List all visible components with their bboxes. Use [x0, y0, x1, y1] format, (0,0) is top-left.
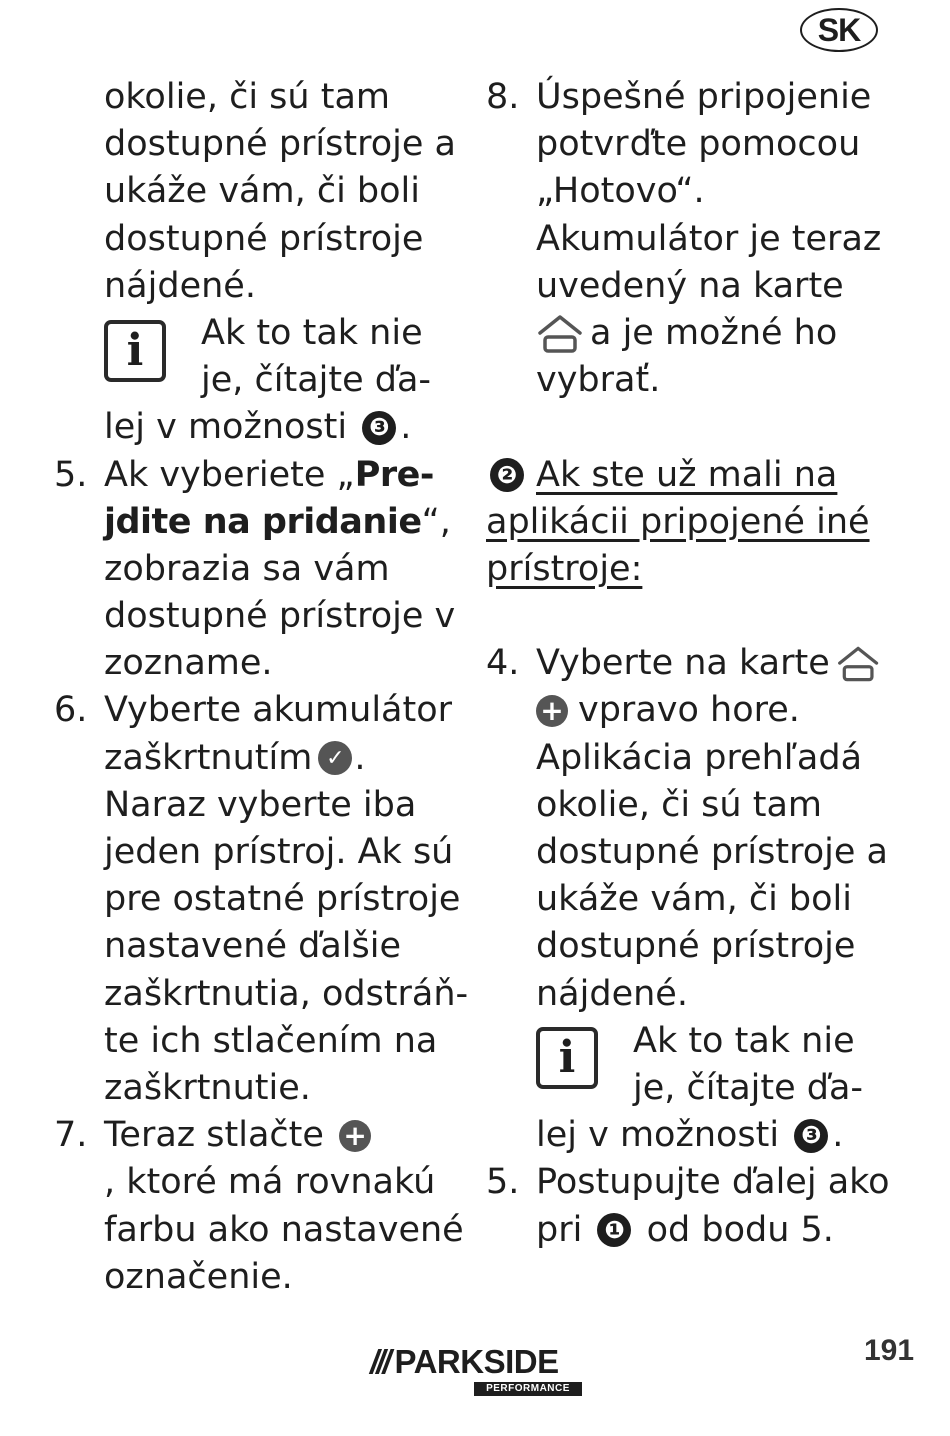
text-line — [486, 687, 886, 734]
step-text: vpravo hore. — [578, 690, 800, 731]
heading-text: aplikácii pripojené iné — [486, 501, 870, 542]
section-2-heading — [486, 499, 886, 546]
note-line: Ak to tak nie — [201, 312, 423, 353]
step-8 — [486, 74, 886, 121]
house-icon — [536, 313, 584, 355]
text-line: okolie, či sú tam — [536, 784, 822, 825]
step-5 — [486, 1159, 890, 1206]
step-number: 8. — [486, 77, 520, 117]
option-1-icon: ❶ — [597, 1213, 631, 1247]
text-line: pre ostatné prístroje — [104, 879, 461, 920]
text-line: dostupné prístroje — [536, 926, 856, 967]
logo-brand: PARKSIDE — [394, 1343, 559, 1380]
right-column — [486, 74, 890, 1254]
heading-text: prístroje: — [486, 548, 643, 589]
step-5 — [54, 452, 454, 499]
parkside-logo — [370, 1344, 584, 1400]
option-2-icon: ❷ — [490, 458, 524, 492]
option-3-icon: ❸ — [362, 411, 396, 445]
text-line: , ktoré má rovnakú — [104, 1162, 436, 1203]
note-line: Ak to tak nie — [633, 1020, 855, 1061]
step-text: Úspešné pripojenie — [536, 77, 872, 117]
note-text: lej v možnosti — [104, 407, 348, 448]
step-text: od bodu 5. — [646, 1209, 834, 1250]
step-7 — [54, 1112, 454, 1159]
step-text: Ak vyberiete „ — [104, 454, 355, 495]
punctuation: . — [832, 1115, 844, 1156]
text-line: zozname. — [104, 643, 273, 684]
text-line: potvrďte pomocou — [536, 124, 861, 165]
info-icon: i — [536, 1027, 598, 1089]
left-column — [54, 74, 469, 1301]
step-number: 4. — [486, 643, 520, 684]
text-line: ukáže vám, či boli — [536, 879, 852, 920]
step-text: a je možné ho — [590, 312, 838, 353]
step-4 — [486, 640, 886, 687]
bold-term: jdite na pridanie — [104, 501, 422, 542]
note-line: je, čítajte ďa- — [201, 360, 432, 401]
section-2-heading — [486, 452, 886, 499]
text-line — [486, 1207, 886, 1254]
note-line: je, čítajte ďa- — [633, 1067, 864, 1108]
note-text: lej v možnosti — [536, 1115, 780, 1156]
note-line — [54, 404, 454, 451]
text-line: te ich stlačením na — [104, 1020, 438, 1061]
text-line: zobrazia sa vám — [104, 548, 390, 589]
note-line — [486, 1112, 886, 1159]
text-line: dostupné prístroje v — [104, 596, 456, 637]
step-text: Vyberte na karte — [536, 643, 830, 684]
logo-slashes: /// — [370, 1343, 389, 1380]
text-line: dostupné prístroje a — [536, 832, 888, 872]
text-line: jeden prístroj. Ak sú — [104, 832, 454, 872]
text-line: zaškrtnutia, odstráň- — [104, 973, 469, 1014]
text-line: okolie, či sú tam — [104, 77, 390, 117]
text-line: Naraz vyberte iba — [104, 784, 417, 825]
step-text: zaškrtnutím — [104, 737, 313, 778]
house-icon — [836, 643, 880, 685]
text-line: nájdené. — [536, 973, 688, 1014]
text-line: „Hotovo“. — [536, 171, 705, 212]
text-line — [54, 499, 454, 546]
step-text: Postupujte ďalej ako — [536, 1162, 890, 1203]
plus-icon: + — [536, 695, 568, 727]
text-line: nastavené ďalšie — [104, 926, 402, 967]
page-number: 191 — [864, 1334, 915, 1367]
step-text: pri — [536, 1209, 583, 1250]
text-line — [54, 735, 454, 782]
step-6 — [54, 687, 454, 734]
heading-text: Ak ste už mali na — [536, 454, 838, 495]
step-number: 7. — [54, 1115, 88, 1156]
step-text: Vyberte akumulátor — [104, 690, 453, 731]
text-line: Aplikácia prehľadá — [536, 737, 863, 778]
section-2-heading — [486, 546, 886, 593]
text-line: Akumulátor je teraz — [536, 218, 882, 259]
logo-wordmark — [370, 1344, 584, 1380]
text-line — [486, 310, 886, 357]
text-line: zaškrtnutie. — [104, 1067, 311, 1108]
text-line: vybrať. — [536, 360, 661, 401]
info-icon: i — [104, 320, 166, 382]
step-number: 5. — [486, 1162, 520, 1203]
text-line: ukáže vám, či boli — [104, 171, 420, 212]
logo-subline: PERFORMANCE — [474, 1382, 582, 1396]
step-text: Teraz stlačte — [104, 1115, 324, 1156]
step-number: 5. — [54, 454, 88, 495]
text-line: dostupné prístroje a — [104, 124, 456, 165]
plus-icon: + — [339, 1120, 371, 1152]
punctuation: . — [400, 407, 412, 448]
checkmark-icon: ✓ — [318, 741, 352, 775]
punctuation: . — [354, 737, 366, 778]
step-number: 6. — [54, 690, 88, 731]
text-line: dostupné prístroje — [104, 218, 424, 259]
option-3-icon: ❸ — [794, 1119, 828, 1153]
text-line: farbu ako nastavené — [104, 1209, 464, 1250]
text-line: uvedený na karte — [536, 265, 844, 306]
bold-term: Pre- — [354, 454, 434, 495]
text-line: označenie. — [104, 1256, 293, 1297]
text-line: nájdené. — [104, 265, 256, 306]
language-badge: SK — [800, 8, 878, 52]
step-text: “, — [421, 501, 451, 542]
